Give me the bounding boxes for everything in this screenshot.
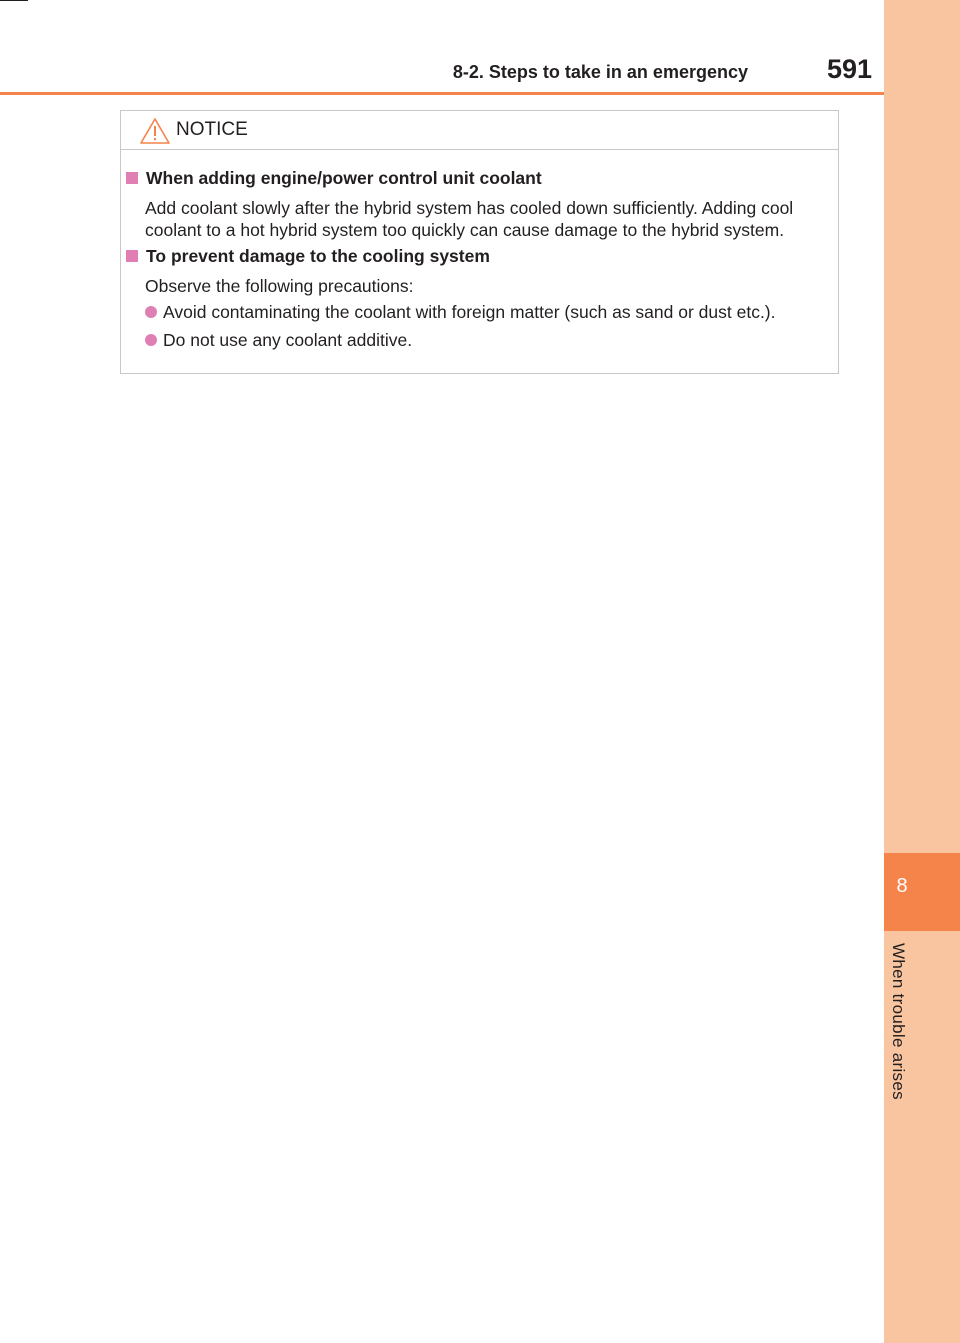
round-bullet-icon <box>145 334 157 346</box>
notice-item-heading: When adding engine/power control unit coolant <box>126 168 542 189</box>
notice-label: NOTICE <box>176 119 248 140</box>
section-title: 8-2. Steps to take in an emergency <box>452 62 748 82</box>
warning-triangle-icon <box>139 117 171 145</box>
notice-header <box>121 111 838 150</box>
notice-item-text: Add coolant slowly after the hybrid system has cooled down sufficiently. Adding cool coolant to a hot hybrid system too quickly can cause damage to the hybrid system. <box>145 198 794 240</box>
round-bullet-icon <box>145 306 157 318</box>
notice-bullet-item: Do not use any coolant additive. <box>145 330 412 351</box>
notice-box <box>120 110 839 374</box>
notice-bullet-item: Avoid contaminating the coolant with foreign matter (such as sand or dust etc.). <box>145 302 776 323</box>
notice-item-heading: To prevent damage to the cooling system <box>126 246 490 267</box>
page-number: 591 <box>826 54 872 84</box>
chapter-number: 8 <box>896 875 908 897</box>
notice-item-text: Observe the following precautions: <box>145 276 414 296</box>
square-bullet-icon <box>126 250 138 262</box>
crop-mark-left <box>0 0 28 1</box>
chapter-title: When trouble arises <box>889 943 908 1100</box>
header-rule <box>0 92 884 95</box>
square-bullet-icon <box>126 172 138 184</box>
side-tab <box>884 0 960 1343</box>
